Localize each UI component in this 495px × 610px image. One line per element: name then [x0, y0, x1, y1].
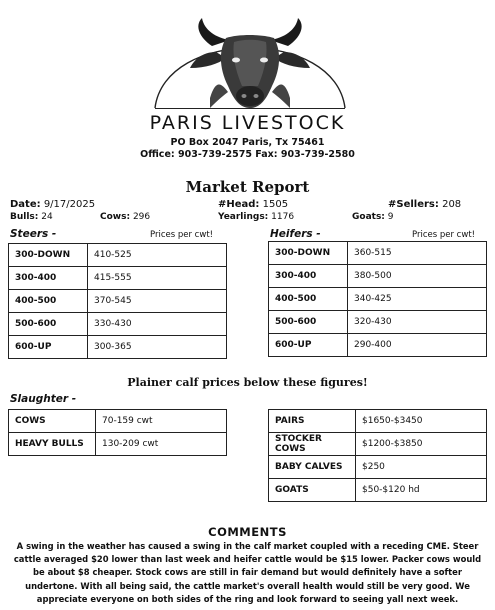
heifers-price-note: Prices per cwt! — [412, 230, 476, 240]
table-row: 500-600 330-430 — [9, 313, 227, 336]
table-row: 300-400 415-555 — [9, 267, 227, 290]
sellers-count: #Sellers: 208 — [388, 199, 462, 210]
goats-count: Goats: 9 — [352, 212, 394, 222]
bulls-count: Bulls: 24 — [10, 212, 53, 222]
table-row: 300-DOWN 360-515 — [269, 242, 487, 265]
slaughter-table — [8, 409, 227, 456]
other-prices-table — [268, 409, 487, 502]
table-row: 300-DOWN 410-525 — [9, 244, 227, 267]
company-phones: Office: 903-739-2575 Fax: 903-739-2580 — [140, 149, 355, 160]
page-title: Market Report — [185, 178, 310, 196]
head-count: #Head: 1505 — [218, 199, 289, 210]
table-row: HEAVY BULLS 130-209 cwt — [9, 433, 227, 456]
heifers-table — [268, 241, 487, 357]
table-row: PAIRS $1650-$3450 — [269, 410, 487, 433]
cows-count: Cows: 296 — [100, 212, 151, 222]
steers-price-note: Prices per cwt! — [150, 230, 214, 240]
table-row: 400-500 340-425 — [269, 288, 487, 311]
steers-table — [8, 243, 227, 359]
table-row: GOATS $50-$120 hd — [269, 479, 487, 502]
table-row: 300-400 380-500 — [269, 265, 487, 288]
bull-logo — [150, 8, 350, 116]
comments-body: A swing in the weather has caused a swing in the calf market coupled with a receding CME. Steer cattle averaged $20 lower than last week and heifer cattle would be $15 lower. Packer cows would be about $8 cheaper. Stock cows are still in fair demand but would definitely have a softer undertone. With all being said, the cattle market's overall health would still be very good. We appreciate everyone on both sides of the ring and look forward to seeing yall next week. — [13, 541, 482, 604]
table-row: 500-600 320-430 — [269, 311, 487, 334]
table-row: 400-500 370-545 — [9, 290, 227, 313]
slaughter-title: Slaughter - — [10, 393, 77, 405]
comments-title: COMMENTS — [208, 525, 287, 539]
heifers-title: Heifers - — [270, 228, 321, 240]
table-row: 600-UP 300-365 — [9, 336, 227, 359]
company-address: PO Box 2047 Paris, Tx 75461 — [170, 137, 325, 148]
steers-title: Steers - — [10, 228, 57, 240]
table-row: STOCKER COWS $1200-$3850 — [269, 433, 487, 456]
plainer-note: Plainer calf prices below these figures! — [127, 376, 368, 389]
table-row: BABY CALVES $250 — [269, 456, 487, 479]
table-row: 600-UP 290-400 — [269, 334, 487, 357]
company-name: PARIS LIVESTOCK — [149, 112, 346, 134]
table-row: COWS 70-159 cwt — [9, 410, 227, 433]
brand-rule — [155, 108, 345, 109]
yearlings-count: Yearlings: 1176 — [218, 212, 295, 222]
date-field: Date: 9/17/2025 — [10, 199, 96, 210]
